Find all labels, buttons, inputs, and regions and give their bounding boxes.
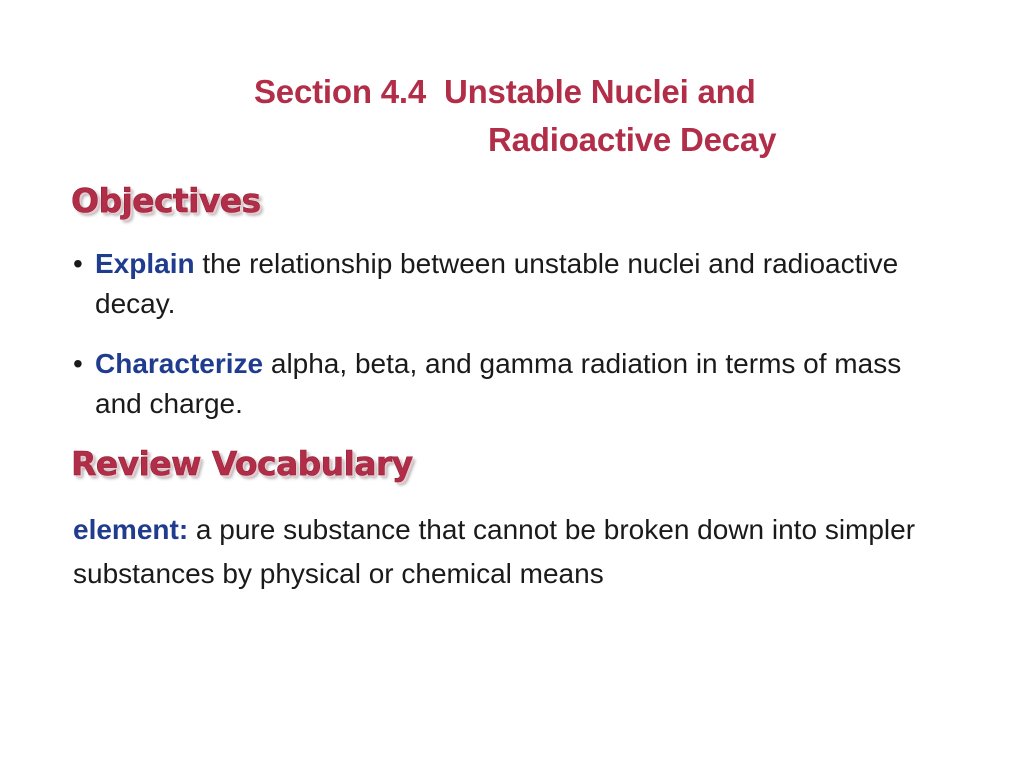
objective-item-explain: [73, 244, 953, 324]
slide-title: [254, 68, 814, 164]
bullet-icon: •: [73, 348, 83, 379]
objective-text: the relationship between unstable nuclei and radioactive decay.: [95, 248, 899, 319]
objective-keyword: Characterize: [95, 348, 264, 379]
slide-title-line-1: Section 4.4 Unstable Nuclei and: [254, 73, 756, 110]
objectives-heading: Objectives: [71, 181, 261, 220]
review-vocabulary-heading: Review Vocabulary: [71, 444, 413, 483]
vocabulary-term: element:: [73, 514, 189, 545]
objective-text: alpha, beta, and gamma radiation in terms of mass and charge.: [95, 348, 902, 419]
vocabulary-definition-text: a pure substance that cannot be broken down into simpler substances by physical or chemical means: [73, 514, 916, 589]
objective-item-characterize: [73, 344, 953, 424]
slide-title-line-2: Radioactive Decay: [488, 121, 777, 158]
objectives-list: [73, 244, 953, 444]
bullet-icon: •: [73, 248, 83, 279]
objective-keyword: Explain: [95, 248, 195, 279]
vocabulary-definition: [73, 508, 953, 596]
